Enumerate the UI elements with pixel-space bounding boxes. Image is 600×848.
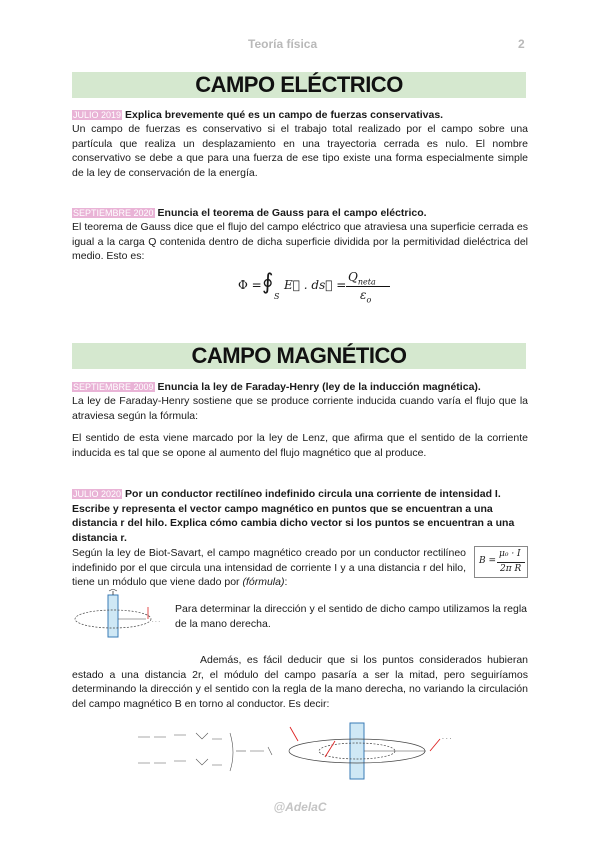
question-3 [72, 380, 528, 395]
answer-4c: Además, es fácil deducir que si los puntos considerados hubieran estado a una distancia 2r, el módulo del campo pasaría a ser la mitad, pero seguiríamos determinando la dirección y el sentido con la regla de la mano derecha, no variando la circulación del campo magnético B en torno al conductor. Es decir: [72, 654, 528, 710]
answer-3a: La ley de Faraday-Henry sostiene que se produce corriente inducida cuando varía el flujo que la atraviesa según la fórmula: [72, 395, 528, 422]
question-2 [72, 206, 528, 221]
question-text: Enuncia la ley de Faraday-Henry (ley de la inducción magnética). [157, 381, 481, 393]
question-text: Por un conductor rectilíneo indefinido circula una corriente de intensidad I. Escribe y representa el vector campo magnético en puntos que se encuentran a una distancia r del hilo. Explica cómo cambia dicho vector si los puntos se encuentran a una distancia r. [72, 488, 515, 544]
formula-mid: E⃗ . ds⃗ = [284, 278, 347, 292]
fraction-bar [346, 286, 390, 287]
wire-field-sketch [72, 589, 172, 641]
section-title-magnetic: CAMPO MAGNÉTICO [72, 343, 526, 369]
header-title: Teoría física [248, 37, 318, 51]
svg-text:· · ·: · · · [442, 736, 452, 743]
section-title-electric: CAMPO ELÉCTRICO [72, 72, 526, 98]
date-tag: SEPTIEMBRE 2020 [73, 208, 154, 218]
svg-text:· · ·: · · · [152, 619, 160, 625]
formula-sub: S [274, 292, 280, 301]
date-tag: SEPTIEMBRE 2009 [73, 382, 154, 392]
answer-1: Un campo de fuerzas es conservativo si el trabajo total realizado por el campo sobre una partícula que realiza un desplazamiento en una trayectoria cerrada es nulo. El nombre conservativo se debe a que para una fuerza de ese tipo existe una forma especialmente simple de la ley de conservación de la energía. [72, 123, 528, 179]
date-tag: JULIO 2020 [73, 489, 122, 499]
answer-4b: Para determinar la dirección y el sentido de dicho campo utilizamos la regla de la mano derecha. [175, 603, 527, 630]
formula-integral: ∮ [262, 270, 274, 295]
page-number: 2 [518, 37, 525, 51]
gauss-formula [238, 270, 398, 304]
date-tag: JULIO 2019 [73, 110, 122, 120]
formula-num: $Q_{neta}$ [348, 270, 376, 287]
biot-savart-formula: B = μ₀ · I 2π R [474, 546, 528, 578]
question-text: Enuncia el teorema de Gauss para el campo eléctrico. [157, 207, 427, 219]
question-1 [72, 108, 528, 123]
footer-signature: @AdelaC [273, 800, 327, 814]
question-4 [72, 487, 528, 545]
answer-2: El teorema de Gauss dice que el flujo del campo eléctrico que atraviesa una superficie cerrada es igual a la carga Q contenida dentro de dicha superficie dividida por la permitividad dieléctrica del medio. Esto es: [72, 221, 528, 262]
answer-4a: Según la ley de Biot-Savart, el campo magnético creado por un conductor rectilíneo indefinido por el que circula una intensidad de corriente I y a una distancia r del hilo, tiene un módulo que viene dado por (fórmula): [72, 547, 466, 588]
distance-comparison-sketch [130, 721, 480, 783]
formula-den: $\varepsilon_o$ [360, 288, 372, 305]
answer-3b: El sentido de esta viene marcado por la ley de Lenz, que afirma que el sentido de la corriente inducida es tal que se opone al aumento del flujo magnético que al produce. [72, 432, 528, 459]
formula-lhs: Φ = [238, 278, 262, 292]
question-text: Explica brevemente qué es un campo de fuerzas conservativas. [125, 109, 444, 121]
